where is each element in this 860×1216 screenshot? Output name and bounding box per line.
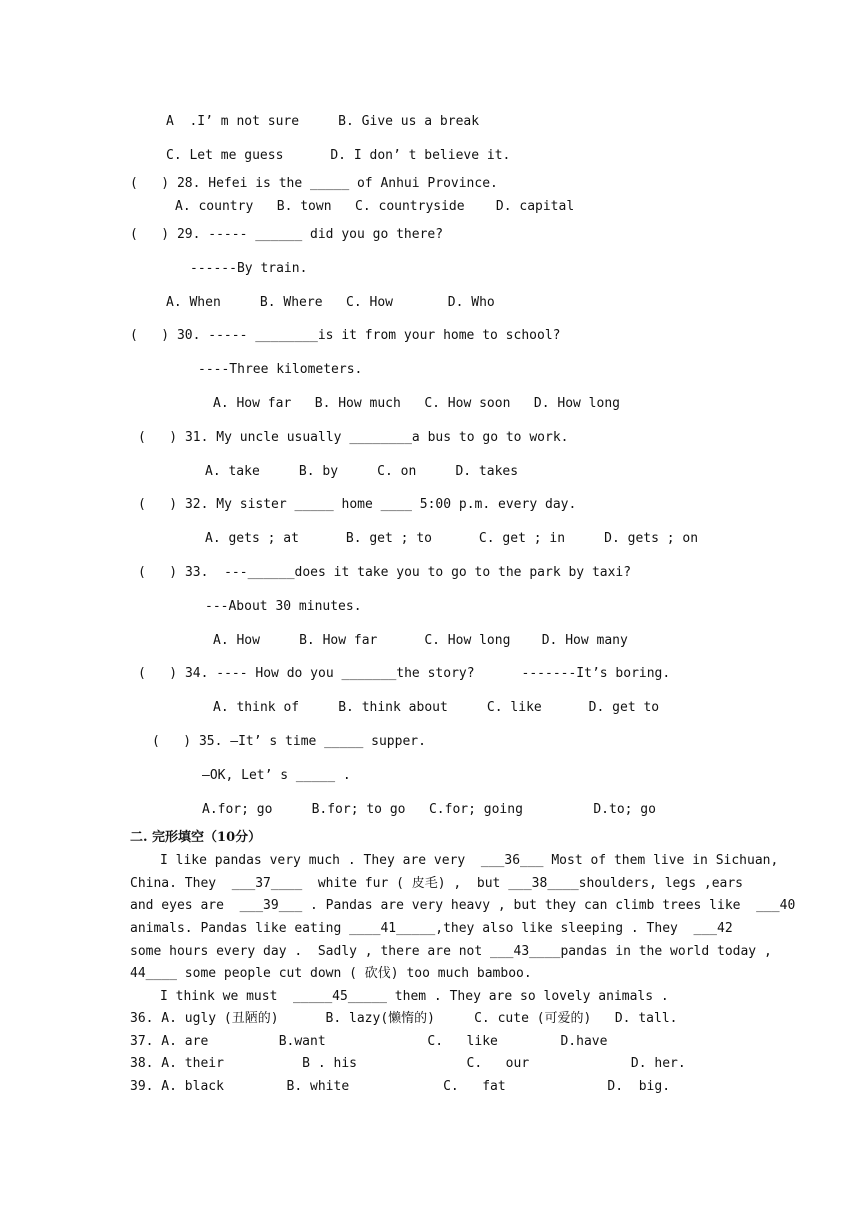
q27-options-line1: A .I’ m not sure B. Give us a break <box>166 114 480 129</box>
question-29: ( ) 29. ----- ______ did you go there? <box>130 227 444 242</box>
question-30: ( ) 30. ----- ________is it from your home to school? <box>130 328 561 343</box>
question-35: ( ) 35. —It’ s time _____ supper. <box>152 734 426 749</box>
cloze-passage-line1: I like pandas very much . They are very ___36___ Most of them live in Sichuan, <box>160 853 779 868</box>
cloze-option-36: 36. A. ugly (丑陋的) B. lazy(懒惰的) C. cute (可爱的) D. tall. <box>130 1011 678 1026</box>
q28-options: A. country B. town C. countryside D. capital <box>175 199 575 214</box>
q29-answer-line: ------By train. <box>190 261 308 276</box>
question-33: ( ) 33. ---______does it take you to go to the park by taxi? <box>138 565 632 580</box>
cloze-option-37: 37. A. are B.want C. like D.have <box>130 1034 608 1049</box>
q30-answer-line: ----Three kilometers. <box>198 362 363 377</box>
cloze-passage-line4: animals. Pandas like eating ____41_____,they also like sleeping . They ___42 <box>130 921 733 936</box>
question-28: ( ) 28. Hefei is the _____ of Anhui Province. <box>130 176 498 191</box>
cloze-option-38: 38. A. their B . his C. our D. her. <box>130 1056 686 1071</box>
question-31: ( ) 31. My uncle usually ________a bus to go to work. <box>138 430 569 445</box>
q35-answer-line: —OK, Let’ s _____ . <box>202 768 351 783</box>
q29-options: A. When B. Where C. How D. Who <box>166 295 495 310</box>
q33-options: A. How B. How far C. How long D. How many <box>213 633 628 648</box>
q34-options: A. think of B. think about C. like D. get to <box>213 700 660 715</box>
question-32: ( ) 32. My sister _____ home ____ 5:00 p.m. every day. <box>138 497 577 512</box>
cloze-passage-line7: I think we must _____45_____ them . They are so lovely animals . <box>160 989 669 1004</box>
cloze-passage-line3: and eyes are ___39___ . Pandas are very heavy , but they can climb trees like ___40 <box>130 898 796 913</box>
section-title-cloze: 二. 完形填空（10分） <box>130 830 262 845</box>
q27-options-line2: C. Let me guess D. I don’ t believe it. <box>166 148 511 163</box>
q31-options: A. take B. by C. on D. takes <box>205 464 519 479</box>
q30-options: A. How far B. How much C. How soon D. How long <box>213 396 620 411</box>
q32-options: A. gets ; at B. get ; to C. get ; in D. gets ; on <box>205 531 699 546</box>
q35-options: A.for; go B.for; to go C.for; going D.to; go <box>202 802 656 817</box>
cloze-option-39: 39. A. black B. white C. fat D. big. <box>130 1079 671 1094</box>
cloze-passage-line2: China. They ___37____ white fur ( 皮毛) , but ___38____shoulders, legs ,ears <box>130 876 743 891</box>
cloze-passage-line6: 44____ some people cut down ( 砍伐) too much bamboo. <box>130 966 532 981</box>
question-34: ( ) 34. ---- How do you _______the story? -------It’s boring. <box>138 666 671 681</box>
q33-answer-line: ---About 30 minutes. <box>205 599 362 614</box>
cloze-passage-line5: some hours every day . Sadly , there are not ___43____pandas in the world today , <box>130 944 772 959</box>
